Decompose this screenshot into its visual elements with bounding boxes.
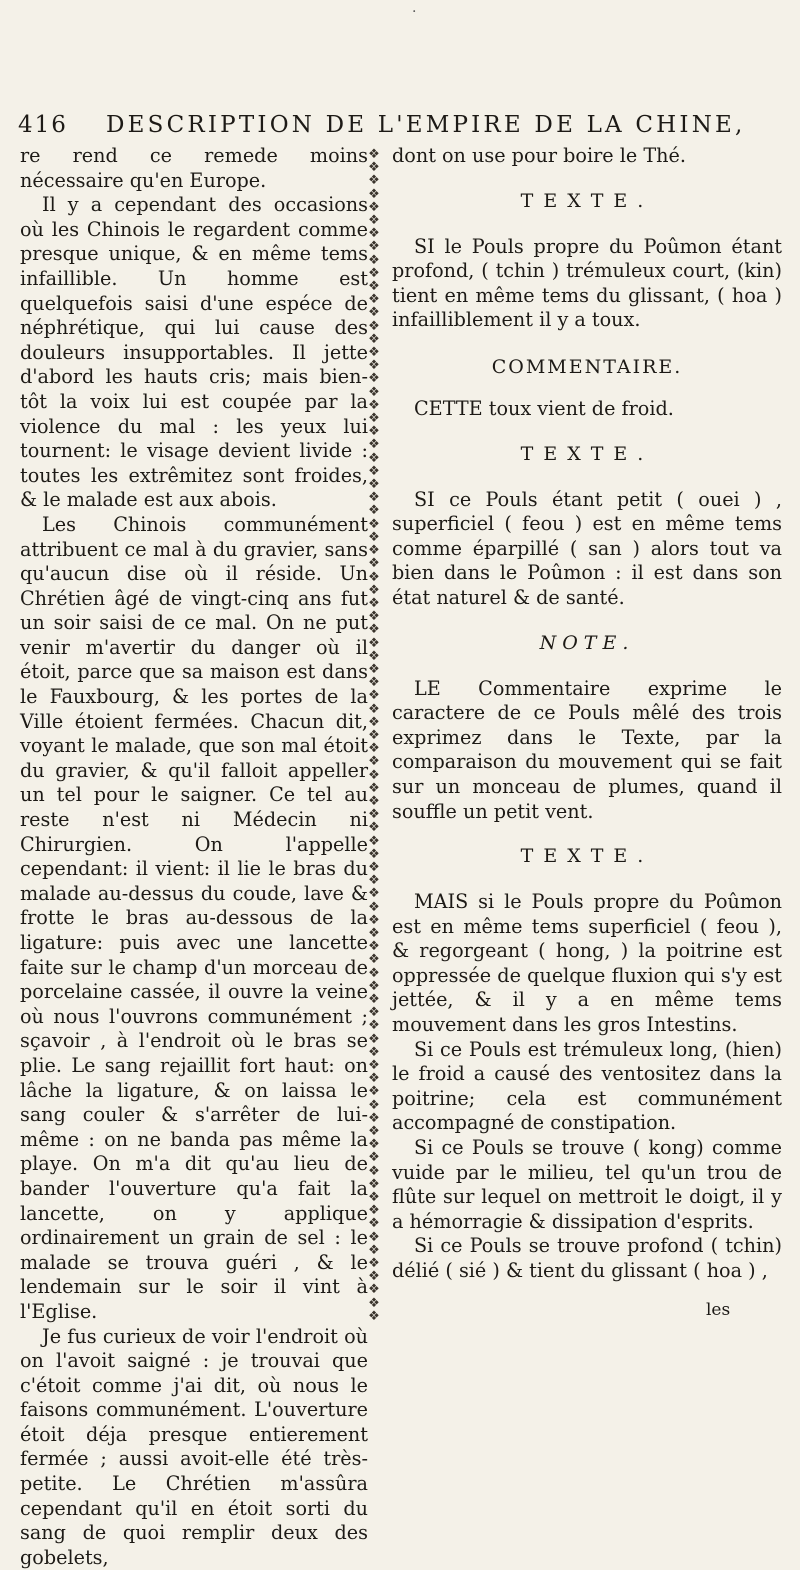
texte-3-paragraph-2: Si ce Pouls est trémuleux long, (hien) le froid a causé des ventositez dans la poitrine; cela est communément accompagné de constipation.: [392, 1038, 782, 1136]
right-intro: dont on use pour boire le Thé.: [392, 144, 782, 169]
heading-note: NOTE.: [392, 631, 782, 655]
running-header: [18, 112, 778, 146]
left-paragraph-1: re rend ce remede moins nécessaire qu'en Europe.: [20, 144, 368, 193]
commentaire: CETTE toux vient de froid.: [392, 397, 782, 422]
running-title: DESCRIPTION DE L'EMPIRE DE LA CHINE,: [106, 112, 746, 138]
note-paragraph: LE Commentaire exprime le caractere de ce Pouls mêlé des trois exprimez dans le Texte, par la comparaison du mouvement qui se fait sur un monceau de plumes, quand il souffle un petit vent.: [392, 677, 782, 825]
ornamental-column-separator: ❖ ❖ ❖ ❖ ❖ ❖ ❖ ❖ ❖ ❖ ❖ ❖ ❖ ❖ ❖ ❖ ❖ ❖ ❖ ❖ ❖ ❖ ❖ ❖ ❖ ❖ ❖ ❖ ❖ ❖ ❖ ❖ ❖ ❖ ❖ ❖ ❖ ❖ ❖ ❖ ❖ ❖ ❖ ❖ ❖ ❖ ❖ ❖ ❖ ❖ ❖ ❖ ❖ ❖ ❖ ❖ ❖ ❖ ❖ ❖ ❖ ❖ ❖ ❖ ❖ ❖ ❖ ❖ ❖ ❖ ❖ ❖ ❖ ❖ ❖ ❖ ❖ ❖ ❖ ❖ ❖ ❖ ❖ ❖ ❖ ❖ ❖ ❖ ❖: [366, 148, 382, 1320]
left-paragraph-4: Je fus curieux de voir l'endroit où on l'avoit saigné : je trouvai que c'étoit comme j'ai dit, où nous le faisons communément. L'ouverture étoit déja presque entierement fermée ; aussi avoit-elle été très-petite. Le Chrétien m'assûra cependant qu'il en étoit sorti du sang de quoi remplir deux des gobelets,: [20, 1325, 368, 1570]
right-column: [392, 144, 782, 1284]
texte-3-paragraph-4: Si ce Pouls se trouve profond ( tchin) délié ( sié ) & tient du glissant ( hoa ) ,: [392, 1234, 782, 1283]
heading-texte-1: TEXTE.: [392, 189, 782, 213]
texte-3-paragraph-1: MAIS si le Pouls propre du Poûmon est en même tems superficiel ( feou ), & regorgeant ( hong, ) la poitrine est oppressée de quelque fluxion qui s'y est jettée, & il y a en même tems mouvement dans les gros Intestins.: [392, 890, 782, 1038]
left-column: [20, 144, 368, 1570]
texte-1: SI le Pouls propre du Poûmon étant profond, ( tchin ) trémuleux court, (kin) tient en même tems du glissant, ( hoa ) infailliblement il y a toux.: [392, 235, 782, 333]
left-paragraph-3: Les Chinois communément attribuent ce mal à du gravier, sans qu'aucun dise où il réside. Un Chrétien âgé de vingt-cinq ans fut un soir saisi de ce mal. On ne put venir m'avertir du danger où il étoit, parce que sa maison est dans le Fauxbourg, & les portes de la Ville étoient fermées. Chacun dit, voyant le malade, que son mal étoit du gravier, & qu'il falloit appeller un tel pour le saigner. Ce tel au reste n'est ni Médecin ni Chirurgien. On l'appelle cependant: il vient: il lie le bras du malade au-dessus du coude, lave & frotte le bras au-dessous de la ligature: puis avec une lancette faite sur le champ d'un morceau de porcelaine cassée, il ouvre la veine où nous l'ouvrons communément ; sçavoir , à l'endroit où le bras se plie. Le sang rejaillit fort haut: on lâche la ligature, & on laissa le sang couler & s'arrêter de lui-même : on ne banda pas même la playe. On m'a dit qu'au lieu de bander l'ouverture qu'a fait la lancette, on y applique ordinairement un grain de sel : le malade se trouva guéri , & le lendemain sur le soir il vint à l'Eglise.: [20, 513, 368, 1325]
heading-texte-2: TEXTE.: [392, 442, 782, 466]
heading-texte-3: TEXTE.: [392, 844, 782, 868]
page-speck: ·: [412, 4, 416, 20]
catchword: les: [706, 1300, 730, 1320]
heading-commentaire: COMMENTAIRE.: [392, 355, 782, 379]
page-number: 416: [18, 112, 68, 138]
texte-3-paragraph-3: Si ce Pouls se trouve ( kong) comme vuide par le milieu, tel qu'un trou de flûte sur lequel on mettroit le doigt, il y a hémorragie & dissipation d'esprits.: [392, 1136, 782, 1234]
texte-2: SI ce Pouls étant petit ( ouei ) , superficiel ( feou ) est en même tems comme éparpillé ( san ) alors tout va bien dans le Poûmon : il est dans son état naturel & de santé.: [392, 488, 782, 611]
left-paragraph-2: Il y a cependant des occasions où les Chinois le regardent comme presque unique, & en même tems infaillible. Un homme est quelquefois saisi d'une espéce de néphrétique, qui lui cause des douleurs insupportables. Il jette d'abord les hauts cris; mais bien-tôt la voix lui est coupée par la violence du mal : les yeux lui tournent: le visage devient livide : toutes les extrêmitez sont froides, & le malade est aux abois.: [20, 193, 368, 513]
